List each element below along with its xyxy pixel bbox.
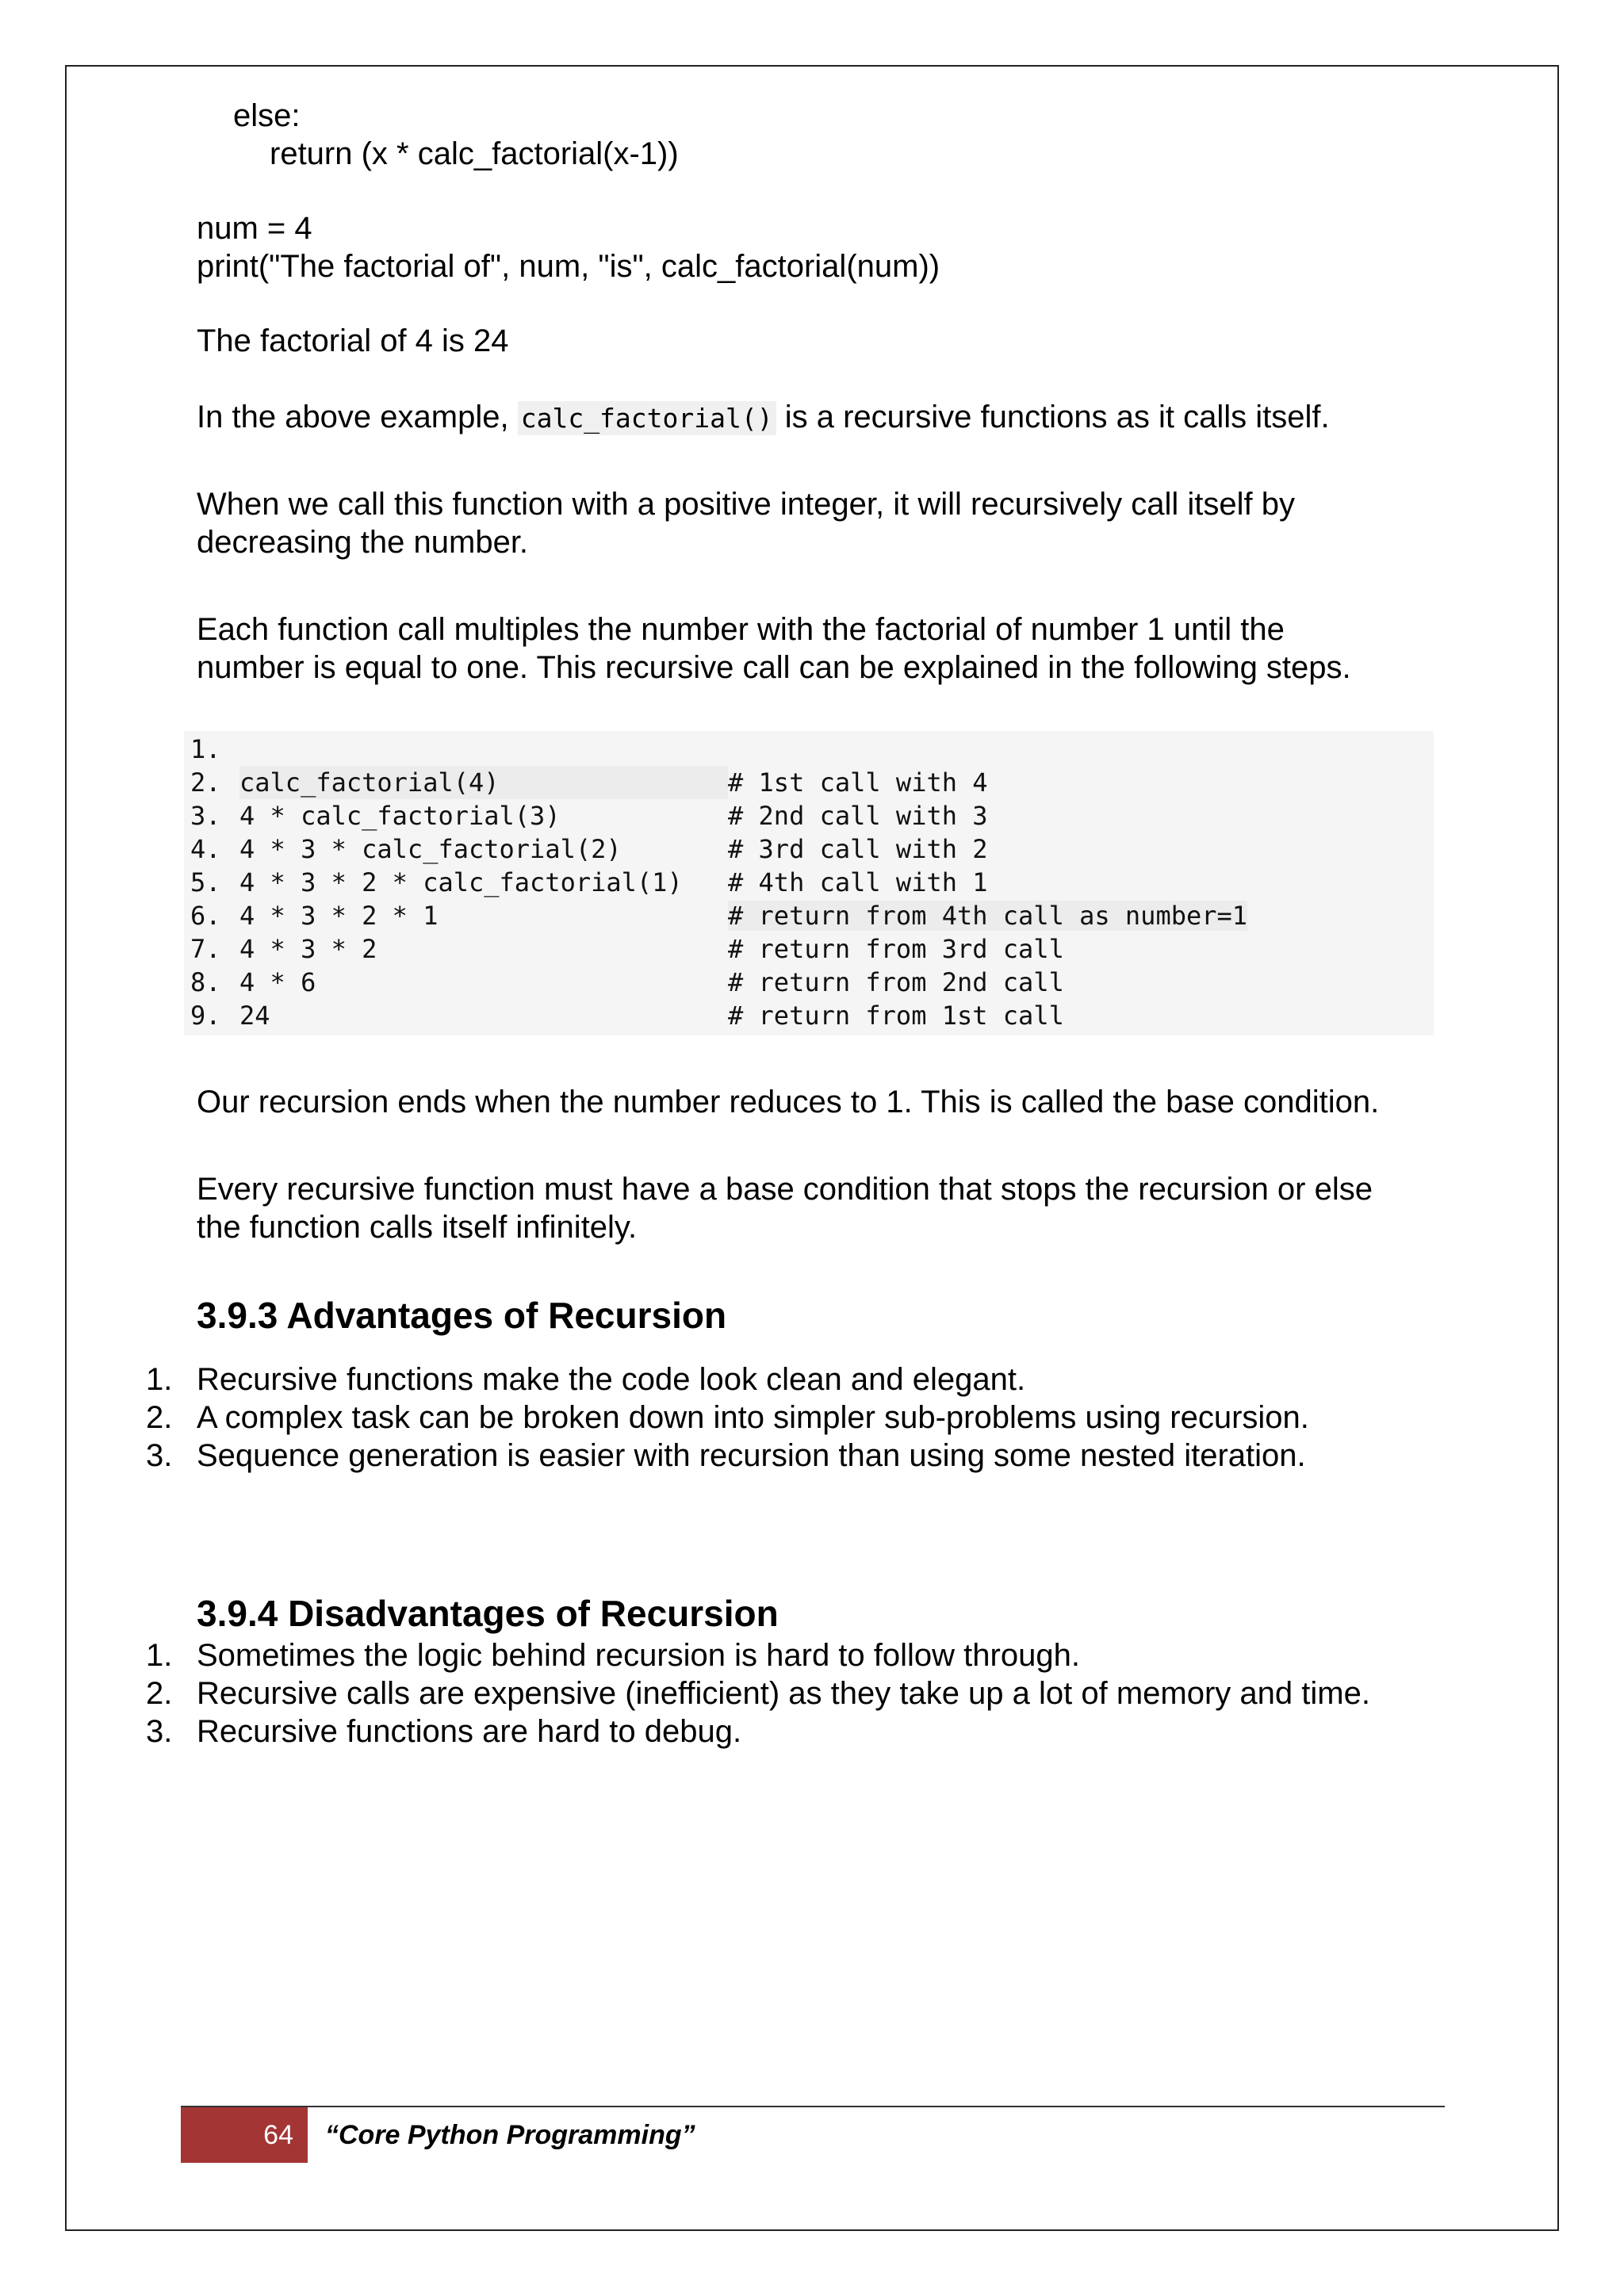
para-text-after: is a recursive functions as it calls itself. <box>776 400 1330 434</box>
paragraph-call-line2: decreasing the number. <box>197 525 529 560</box>
paragraph-recursive-intro <box>197 398 1330 438</box>
paragraph-call-line1: When we call this function with a positive integer, it will recursively call itself by <box>197 487 1295 522</box>
heading-disadvantages: 3.9.4 Disadvantages of Recursion <box>197 1593 779 1634</box>
code-block-line: 4. 4 * 3 * calc_factorial(2) # 3rd call with 2 <box>190 834 988 864</box>
code-block-line: 9. 24 # return from 1st call <box>190 1001 1064 1031</box>
code-block-line: 7. 4 * 3 * 2 # return from 3rd call <box>190 934 1064 964</box>
paragraph-steps-line1: Each function call multiples the number with the factorial of number 1 until the <box>197 612 1285 647</box>
paragraph-base-required-line1: Every recursive function must have a base condition that stops the recursion or else <box>197 1172 1373 1207</box>
code-line-print: print("The factorial of", num, "is", calc_factorial(num)) <box>197 249 940 284</box>
code-line-else: else: <box>233 98 301 133</box>
code-block-line: 2. calc_factorial(4) # 1st call with 4 <box>190 767 988 798</box>
paragraph-base-required-line2: the function calls itself infinitely. <box>197 1210 638 1245</box>
page-border <box>65 65 1559 2231</box>
code-line-return: return (x * calc_factorial(x-1)) <box>270 136 679 171</box>
code-block-line: 5. 4 * 3 * 2 * calc_factorial(1) # 4th call with 1 <box>190 867 988 897</box>
program-output: The factorial of 4 is 24 <box>197 323 509 358</box>
paragraph-steps-line2: number is equal to one. This recursive call can be explained in the following steps. <box>197 650 1351 685</box>
inline-code-calc-factorial: calc_factorial() <box>518 401 776 435</box>
para-text-before: In the above example, <box>197 400 518 434</box>
paragraph-base-condition: Our recursion ends when the number reduces to 1. This is called the base condition. <box>197 1085 1380 1119</box>
book-title: “Core Python Programming” <box>325 2120 695 2150</box>
code-line-num: num = 4 <box>197 211 312 246</box>
heading-advantages: 3.9.3 Advantages of Recursion <box>197 1295 727 1336</box>
code-block-line: 1. <box>190 734 221 764</box>
code-block-line: 3. 4 * calc_factorial(3) # 2nd call with 3 <box>190 801 988 831</box>
code-block-line: 6. 4 * 3 * 2 * 1 # return from 4th call as number=1 <box>190 901 1248 931</box>
code-block-line: 8. 4 * 6 # return from 2nd call <box>190 967 1064 997</box>
page-number: 64 <box>181 2107 308 2163</box>
